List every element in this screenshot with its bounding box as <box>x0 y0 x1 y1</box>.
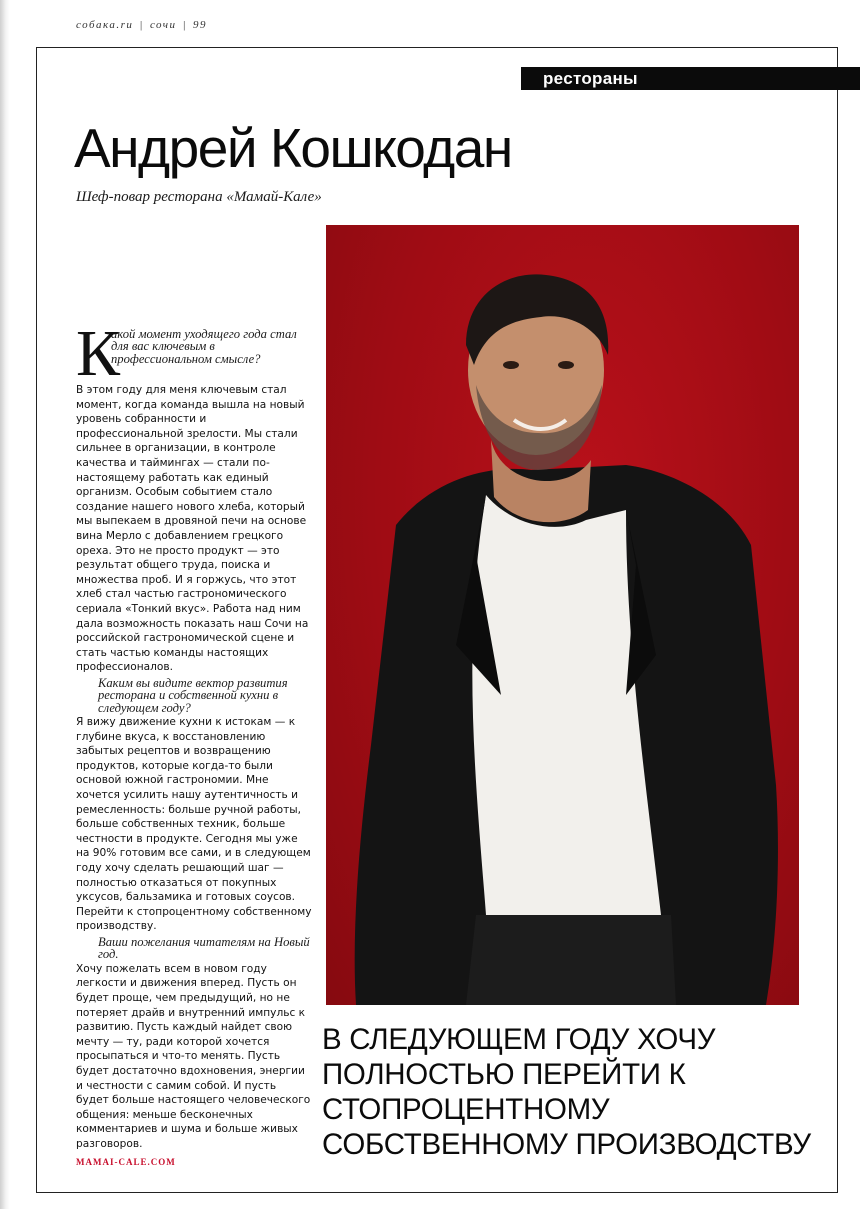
running-head-divider: | <box>182 19 188 31</box>
section-tag: рестораны <box>521 67 860 90</box>
right-eye <box>558 361 574 369</box>
page-number: 99 <box>193 19 208 31</box>
running-head-divider: | <box>139 19 144 31</box>
trousers-shape <box>466 915 676 1005</box>
answer-2: Я вижу движение кухни к истокам — к глубине вкуса, к восстановлению забытых рецептов и возвращению продуктов, которые когда-то были основой южной гастрономии. Мне хочется усилить нашу аутентичность и ремесленность: больше ручной работы, больше собственных техник, больше честности в продукте. Сегодня мы уже на 90% готовим все сами, и в следующем году хочу сделать решающий шаг — полностью отказаться от покупных уксусов, бальзамика и готовых соусов. Перейти к стопроцентному собственному производству. <box>76 716 312 933</box>
interview-column <box>76 317 312 1169</box>
question-2: Каким вы видите вектор развития ресторана и собственной кухни в следующем году? <box>98 675 288 715</box>
pull-quote: В СЛЕДУЮЩЕМ ГОДУ ХОЧУ ПОЛНОСТЬЮ ПЕРЕЙТИ К СТОПРОЦЕНТНОМУ СОБСТВЕННОМУ ПРОИЗВОДСТВУ <box>322 1023 811 1161</box>
website-link[interactable]: MAMAI-CALE.COM <box>76 1156 176 1167</box>
answer-3: Хочу пожелать всем в новом году легкости и движения вперед. Пусть он будет проще, чем предыдущий, но не потеряет драйв и внутренний импульс к развитию. Пусть каждый найдет свою мечту — ту, ради которой хочется просыпаться и что-то менять. Пусть будет достаточно вдохновения, энергии и честности с самим собой. И пусть будет больше настоящего человеческого общения: меньше бесконечных комментариев и шума и больше живых разговоров. <box>76 962 311 1150</box>
question-1-block <box>76 317 312 390</box>
portrait-illustration <box>326 225 799 1005</box>
answer-1: В этом году для меня ключевым стал момент, когда команда вышла на новый уровень собранности и профессиональной зрелости. Мы стали сильнее в организации, в контроле качества и таймингах — стали по-настоящему работать как единый организм. Особым событием стало создание нашего нового хлеба, который мы выпекаем в дровяной печи на основе вина Мерло с добавлением грецкого ореха. Это не просто продукт — это результат общего труда, поиска и множества проб. И я горжусь, что этот хлеб стал частью гастрономического сериала «Тонкий вкус». Работа над ним дала возможность показать наш Сочи на российской гастрономической сцене и стать частью команды настоящих профессионалов. <box>76 384 309 674</box>
chef-portrait-photo <box>326 225 799 1005</box>
left-eye <box>503 361 519 369</box>
page-binding-shadow <box>0 0 10 1209</box>
running-head-city: сочи <box>149 19 177 31</box>
running-head <box>76 19 207 31</box>
question-3: Ваши пожелания читателям на Новый год. <box>98 935 310 962</box>
article-title: Андрей Кошкодан <box>74 117 512 179</box>
running-head-site: собака.ru <box>76 19 134 31</box>
article-subtitle: Шеф-повар ресторана «Мамай-Кале» <box>76 189 322 205</box>
question-1: акой момент уходящего года стал для вас ключевым в профессиональном смысле? <box>111 327 297 366</box>
drop-cap: К <box>76 317 121 390</box>
